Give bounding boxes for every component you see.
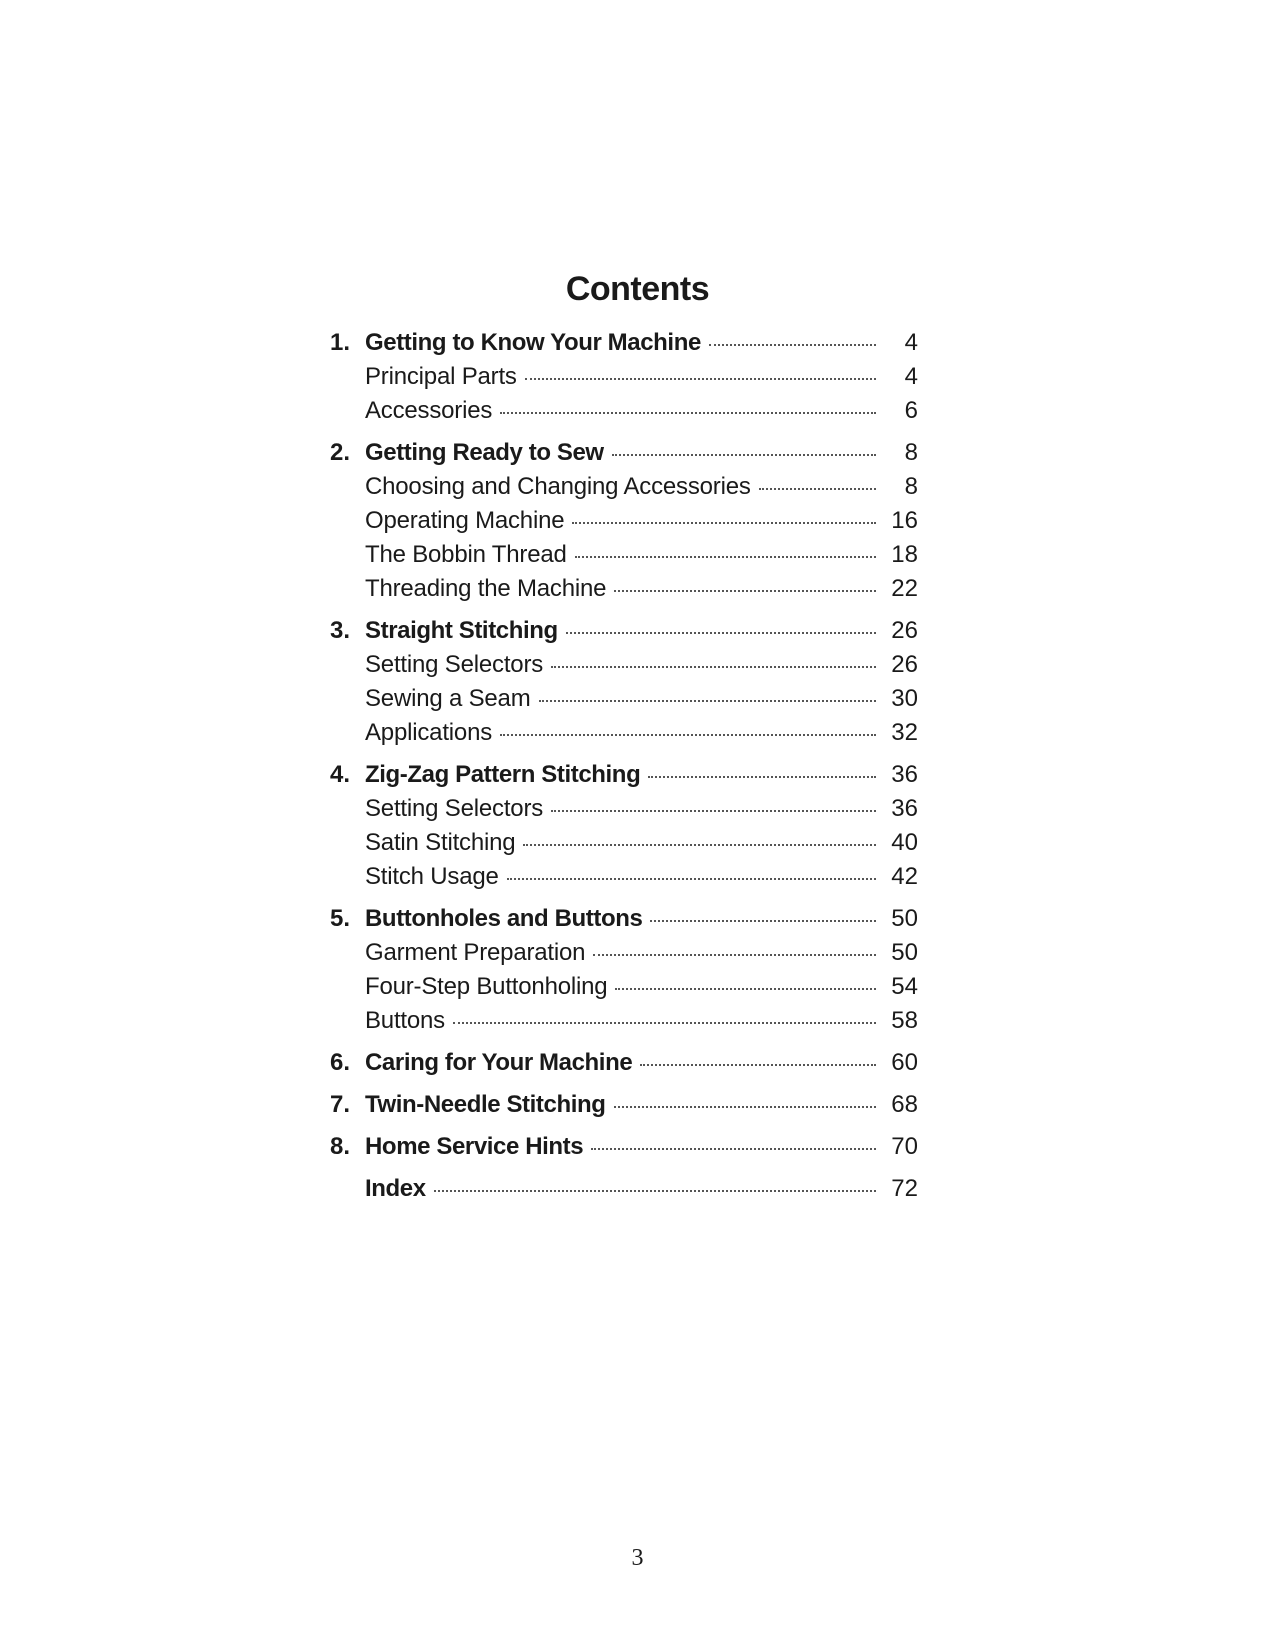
toc-section xyxy=(330,326,918,428)
chapter-number: 2. xyxy=(330,439,351,466)
chapter-title: Zig-Zag Pattern Stitching xyxy=(365,761,641,788)
toc-chapter-entry xyxy=(330,614,918,648)
dot-leader xyxy=(500,733,876,736)
subentry-title: Four-Step Buttonholing xyxy=(365,973,608,1000)
subentry-title: Choosing and Changing Accessories xyxy=(365,473,751,500)
toc-subentry xyxy=(330,970,918,1004)
toc-subentry xyxy=(330,394,918,428)
chapter-page-number: 60 xyxy=(891,1049,918,1076)
toc-chapter-entry xyxy=(330,1130,918,1164)
chapter-page-number: 26 xyxy=(891,617,918,644)
dot-leader xyxy=(572,521,876,524)
toc-subentry xyxy=(330,572,918,606)
chapter-title: Index xyxy=(365,1175,426,1202)
dot-leader xyxy=(539,699,877,702)
toc-section xyxy=(330,1088,918,1122)
subentry-title: Accessories xyxy=(365,397,493,424)
subentry-title: The Bobbin Thread xyxy=(365,541,567,568)
dot-leader xyxy=(523,843,876,846)
chapter-page-number: 4 xyxy=(904,329,918,356)
toc-chapter-entry xyxy=(330,326,918,360)
toc-chapter-entry xyxy=(330,902,918,936)
chapter-number: 6. xyxy=(330,1049,351,1076)
dot-leader xyxy=(648,775,876,778)
toc-section xyxy=(330,758,918,894)
subentry-title: Setting Selectors xyxy=(365,795,544,822)
subentry-page-number: 58 xyxy=(891,1007,918,1034)
chapter-page-number: 36 xyxy=(891,761,918,788)
toc-subentry xyxy=(330,826,918,860)
dot-leader xyxy=(500,411,876,414)
chapter-page-number: 8 xyxy=(904,439,918,466)
toc-subentry xyxy=(330,936,918,970)
toc-section xyxy=(330,1046,918,1080)
toc-section xyxy=(330,1172,918,1206)
toc-chapter-entry xyxy=(330,758,918,792)
toc-section xyxy=(330,436,918,606)
toc-section xyxy=(330,902,918,1038)
subentry-page-number: 16 xyxy=(891,507,918,534)
toc-chapter-entry xyxy=(330,1172,918,1206)
toc-subentry xyxy=(330,504,918,538)
dot-leader xyxy=(593,953,876,956)
subentry-title: Principal Parts xyxy=(365,363,517,390)
dot-leader xyxy=(614,1105,877,1108)
toc-subentry xyxy=(330,860,918,894)
subentry-title: Buttons xyxy=(365,1007,445,1034)
table-of-contents xyxy=(330,326,918,1214)
subentry-title: Stitch Usage xyxy=(365,863,499,890)
chapter-title: Caring for Your Machine xyxy=(365,1049,633,1076)
subentry-title: Satin Stitching xyxy=(365,829,516,856)
dot-leader xyxy=(453,1021,876,1024)
subentry-page-number: 26 xyxy=(891,651,918,678)
dot-leader xyxy=(612,453,876,456)
dot-leader xyxy=(650,919,876,922)
toc-chapter-entry xyxy=(330,1046,918,1080)
chapter-number: 3. xyxy=(330,617,351,644)
chapter-number: 1. xyxy=(330,329,351,356)
toc-subentry xyxy=(330,360,918,394)
page-title: Contents xyxy=(565,270,710,308)
chapter-title: Buttonholes and Buttons xyxy=(365,905,643,932)
subentry-title: Garment Preparation xyxy=(365,939,586,966)
chapter-page-number: 70 xyxy=(891,1133,918,1160)
toc-subentry xyxy=(330,682,918,716)
subentry-title: Threading the Machine xyxy=(365,575,607,602)
dot-leader xyxy=(507,877,876,880)
toc-chapter-entry xyxy=(330,436,918,470)
dot-leader xyxy=(575,555,876,558)
subentry-page-number: 36 xyxy=(891,795,918,822)
subentry-title: Sewing a Seam xyxy=(365,685,531,712)
subentry-page-number: 54 xyxy=(891,973,918,1000)
subentry-page-number: 8 xyxy=(904,473,918,500)
subentry-page-number: 22 xyxy=(891,575,918,602)
subentry-page-number: 30 xyxy=(891,685,918,712)
dot-leader xyxy=(525,377,876,380)
chapter-number: 5. xyxy=(330,905,351,932)
chapter-title: Home Service Hints xyxy=(365,1133,584,1160)
subentry-page-number: 50 xyxy=(891,939,918,966)
dot-leader xyxy=(614,589,876,592)
dot-leader xyxy=(709,343,876,346)
dot-leader xyxy=(591,1147,876,1150)
chapter-number: 7. xyxy=(330,1091,351,1118)
chapter-title: Getting Ready to Sew xyxy=(365,439,604,466)
dot-leader xyxy=(615,987,876,990)
toc-section xyxy=(330,1130,918,1164)
toc-subentry xyxy=(330,792,918,826)
chapter-title: Straight Stitching xyxy=(365,617,558,644)
chapter-page-number: 50 xyxy=(891,905,918,932)
toc-subentry xyxy=(330,716,918,750)
chapter-page-number: 72 xyxy=(891,1175,918,1202)
chapter-title: Getting to Know Your Machine xyxy=(365,329,701,356)
subentry-page-number: 32 xyxy=(891,719,918,746)
toc-subentry xyxy=(330,470,918,504)
subentry-title: Applications xyxy=(365,719,493,746)
page-number: 3 xyxy=(631,1545,644,1571)
dot-leader xyxy=(551,665,876,668)
dot-leader xyxy=(551,809,876,812)
toc-section xyxy=(330,614,918,750)
subentry-page-number: 4 xyxy=(904,363,918,390)
toc-subentry xyxy=(330,1004,918,1038)
subentry-page-number: 42 xyxy=(891,863,918,890)
subentry-title: Operating Machine xyxy=(365,507,565,534)
dot-leader xyxy=(640,1063,876,1066)
dot-leader xyxy=(759,487,876,490)
subentry-page-number: 40 xyxy=(891,829,918,856)
toc-chapter-entry xyxy=(330,1088,918,1122)
toc-subentry xyxy=(330,648,918,682)
toc-subentry xyxy=(330,538,918,572)
chapter-title: Twin-Needle Stitching xyxy=(365,1091,606,1118)
chapter-number: 4. xyxy=(330,761,351,788)
subentry-page-number: 18 xyxy=(891,541,918,568)
dot-leader xyxy=(566,631,876,634)
chapter-page-number: 68 xyxy=(891,1091,918,1118)
chapter-number: 8. xyxy=(330,1133,351,1160)
subentry-page-number: 6 xyxy=(904,397,918,424)
subentry-title: Setting Selectors xyxy=(365,651,544,678)
dot-leader xyxy=(434,1189,876,1192)
